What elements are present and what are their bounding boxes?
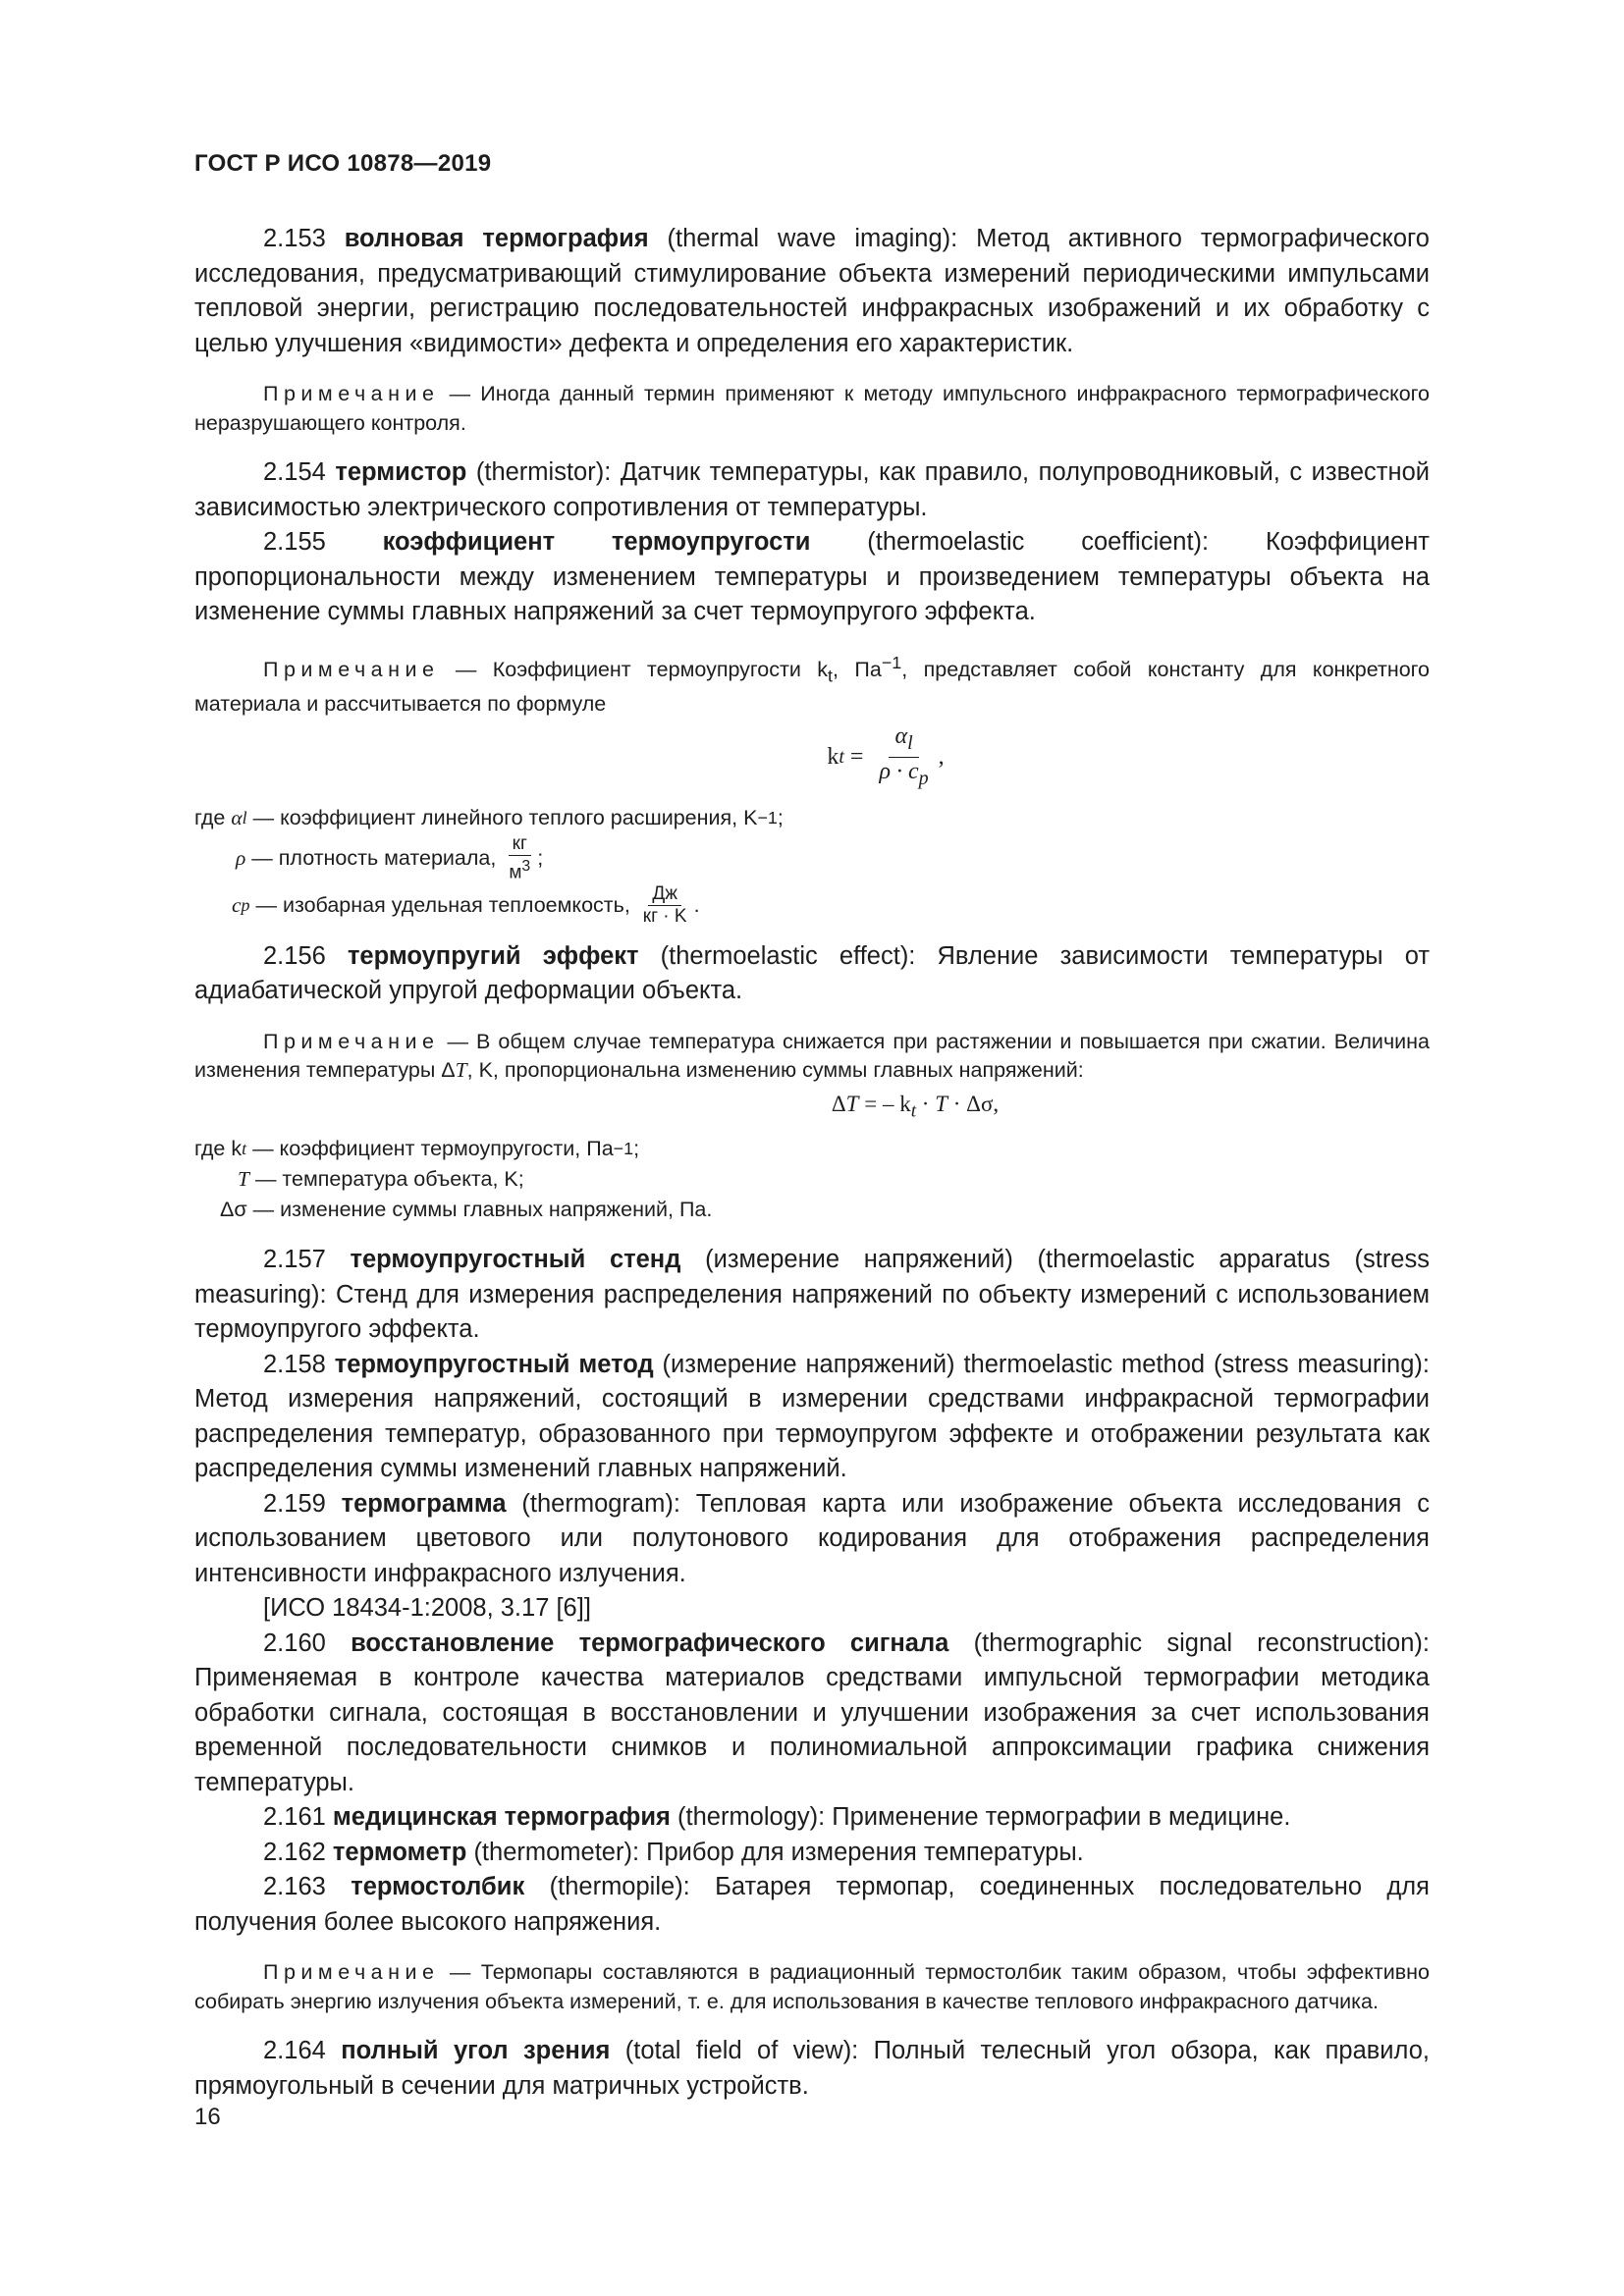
term-title: коэффициент термоупругости: [382, 528, 811, 556]
term-number: 2.162: [263, 1838, 333, 1866]
term-definition: (thermoelastic coefficient): Коэффициент пропорциональности между изменением температуры и произведением температуры объекта на изменение суммы главных напряжений за счет термоупругого эффекта.: [194, 528, 1430, 625]
legend-row: Δσ — изменение суммы главных напряжений, Па.: [220, 1198, 713, 1222]
term-title: медицинская термография: [332, 1803, 671, 1832]
term-title: полный угол зрения: [341, 2037, 611, 2065]
term-number: 2.163: [263, 1873, 352, 1901]
term-2-155: [194, 525, 1430, 630]
note-text: — Коэффициент термоупругости k: [439, 657, 829, 681]
note-label: Примечание: [263, 657, 440, 681]
term-definition: (total field of view): Полный телесный угол обзора, как правило, прямоугольный в сечении для матричных устройств.: [194, 2037, 1430, 2100]
term-2-159: [194, 1487, 1430, 1592]
note-1: [194, 380, 1430, 438]
legend-row: где α l — коэффициент линейного теплого расширения, K −1 ;: [194, 805, 784, 829]
note-label: Примечание: [263, 382, 440, 405]
term-number: 2.164: [263, 2037, 342, 2065]
note-text: — В общем случае температура снижается при растяжении и повышается при сжатии. Величина изменения температуры Δ: [194, 1029, 1430, 1083]
term-title: термистор: [335, 458, 467, 486]
note-4: [194, 1958, 1430, 2016]
term-number: 2.156: [263, 941, 348, 970]
term-title: восстановление термографического сигнала: [351, 1629, 949, 1657]
term-2-156: [194, 939, 1430, 1009]
formula-thermoelastic-coefficient: k t = $\frac{\alpha_l}{\rho \cdot c_p}$ ,: [827, 722, 945, 789]
term-title: термограмма: [341, 1489, 507, 1518]
term-number: 2.160: [263, 1629, 352, 1657]
term-number: 2.158: [263, 1350, 335, 1378]
term-title: термометр: [332, 1838, 467, 1866]
term-definition: (thermographic signal reconstruction): Применяемая в контроле качества материалов средствами импульсной термографии методика обработки сигнала, состоящая в восстановлении и улучшении изображения за счет использования временной последовательности снимков и полиномиальной аппроксимации графика снижения температуры.: [194, 1629, 1430, 1796]
formula-fraction: $\frac{\alpha_l}{\rho \cdot c_p}$: [879, 722, 929, 789]
term-2-154: [194, 455, 1430, 525]
term-2-163: [194, 1870, 1430, 1940]
term-title: термоупругостный метод: [334, 1350, 654, 1378]
term-number: 2.159: [263, 1489, 342, 1518]
term-2-164: [194, 2034, 1430, 2104]
legend-row: c p — изобарная удельная теплоемкость, $\frac{Дж}{кг \cdot K}$ .: [232, 882, 700, 927]
note-label: Примечание: [263, 1029, 440, 1053]
formula-legend-2: [194, 1134, 1430, 1225]
term-title: термоупругий эффект: [347, 941, 639, 970]
term-number: 2.157: [263, 1246, 351, 1274]
note-2: Примечание — Коэффициент термоупругости $k_t$, $Па^{-1}$, представляет собой константу для конкретного материала и рассчитывается по формуле: [194, 652, 1431, 717]
term-definition: (thermology): Применение термографии в медицине.: [670, 1803, 1291, 1832]
term-definition: (thermal wave imaging): Метод активного термографического исследования, предусматривающий стимулирование объекта измерений периодическими импульсами тепловой энергии, регистрацию последовательностей инфракрасных изображений и их обработку с целью улучшения «видимости» дефекта и определения его характеристик.: [194, 225, 1430, 357]
term-2-161: [194, 1800, 1430, 1836]
term-2-158: [194, 1348, 1430, 1487]
term-number: 2.155: [263, 528, 383, 556]
term-2-162: [194, 1836, 1430, 1871]
term-2-153: [194, 222, 1430, 361]
note-3: Примечание — В общем случае температура снижается при растяжении и повышается при сжатии. Величина изменения температуры ΔT, K, пропорциональна изменению суммы главных напряжений:: [194, 1029, 1430, 1083]
page-number: 16: [194, 2104, 221, 2130]
term-definition: (thermogram): Тепловая карта или изображение объекта исследования с использованием цветового или полутонового кодирования для отображения распределения интенсивности инфракрасного излучения.: [194, 1489, 1430, 1587]
formula-temperature-change: ΔT = – $k_t \cdot T \cdot \Delta\sigma$,: [831, 1091, 1000, 1122]
term-definition: (thermopile): Батарея термопар, соединенных последовательно для получения более высокого напряжения.: [194, 1873, 1430, 1936]
term-definition: (thermoelastic effect): Явление зависимости температуры от адиабатической упругой деформации объекта.: [194, 941, 1430, 1005]
page-content: [194, 222, 1430, 2104]
note-label: Примечание: [263, 1960, 440, 1985]
term-number: 2.153: [263, 225, 345, 252]
source-reference: [ИСО 18434-1:2008, 3.17 [6]]: [263, 1594, 591, 1623]
term-title: термоупругостный стенд: [350, 1246, 681, 1274]
term-title: термостолбик: [351, 1873, 525, 1901]
term-number: 2.154: [263, 458, 336, 486]
term-2-160: [194, 1627, 1430, 1801]
document-header: ГОСТ Р ИСО 10878—2019: [194, 150, 492, 177]
term-definition: (thermistor): Датчик температуры, как правило, полупроводниковый, с известной зависимостью электрического сопротивления от температуры.: [194, 458, 1430, 521]
note-text: — Термопары составляются в радиационный термостолбик таким образом, чтобы эффективно собирать энергию излучения объекта измерений, т. е. для использования в качестве теплового инфракрасного датчика.: [194, 1960, 1430, 2013]
note-text: — Иногда данный термин применяют к методу импульсного инфракрасного термографического неразрушающего контроля.: [194, 382, 1430, 435]
term-definition: (измерение напряжений) thermoelastic method (stress measuring): Метод измерения напряжений, состоящий в измерении средствами инфракрасной термографии распределения температур, образованного при термоупругом эффекте и отображении результата как распределения суммы изменений главных напряжений.: [194, 1350, 1430, 1483]
term-number: 2.161: [263, 1803, 333, 1832]
formula-legend-1: [194, 803, 1430, 928]
term-2-157: [194, 1243, 1430, 1348]
term-definition: (измерение напряжений) (thermoelastic apparatus (stress measuring): Стенд для измерения распределения напряжений по объекту измерений с использованием термоупругого эффекта.: [194, 1246, 1430, 1344]
term-definition: (thermometer): Прибор для измерения температуры.: [466, 1838, 1084, 1866]
legend-row: T — температура объекта, K;: [238, 1167, 524, 1192]
legend-row: ρ — плотность материала, $\frac{кг}{м^3}$ ;: [236, 832, 544, 882]
term-title: волновая термография: [344, 225, 649, 252]
legend-row: где k t — коэффициент термоупругости, Па −1 ;: [194, 1137, 640, 1161]
